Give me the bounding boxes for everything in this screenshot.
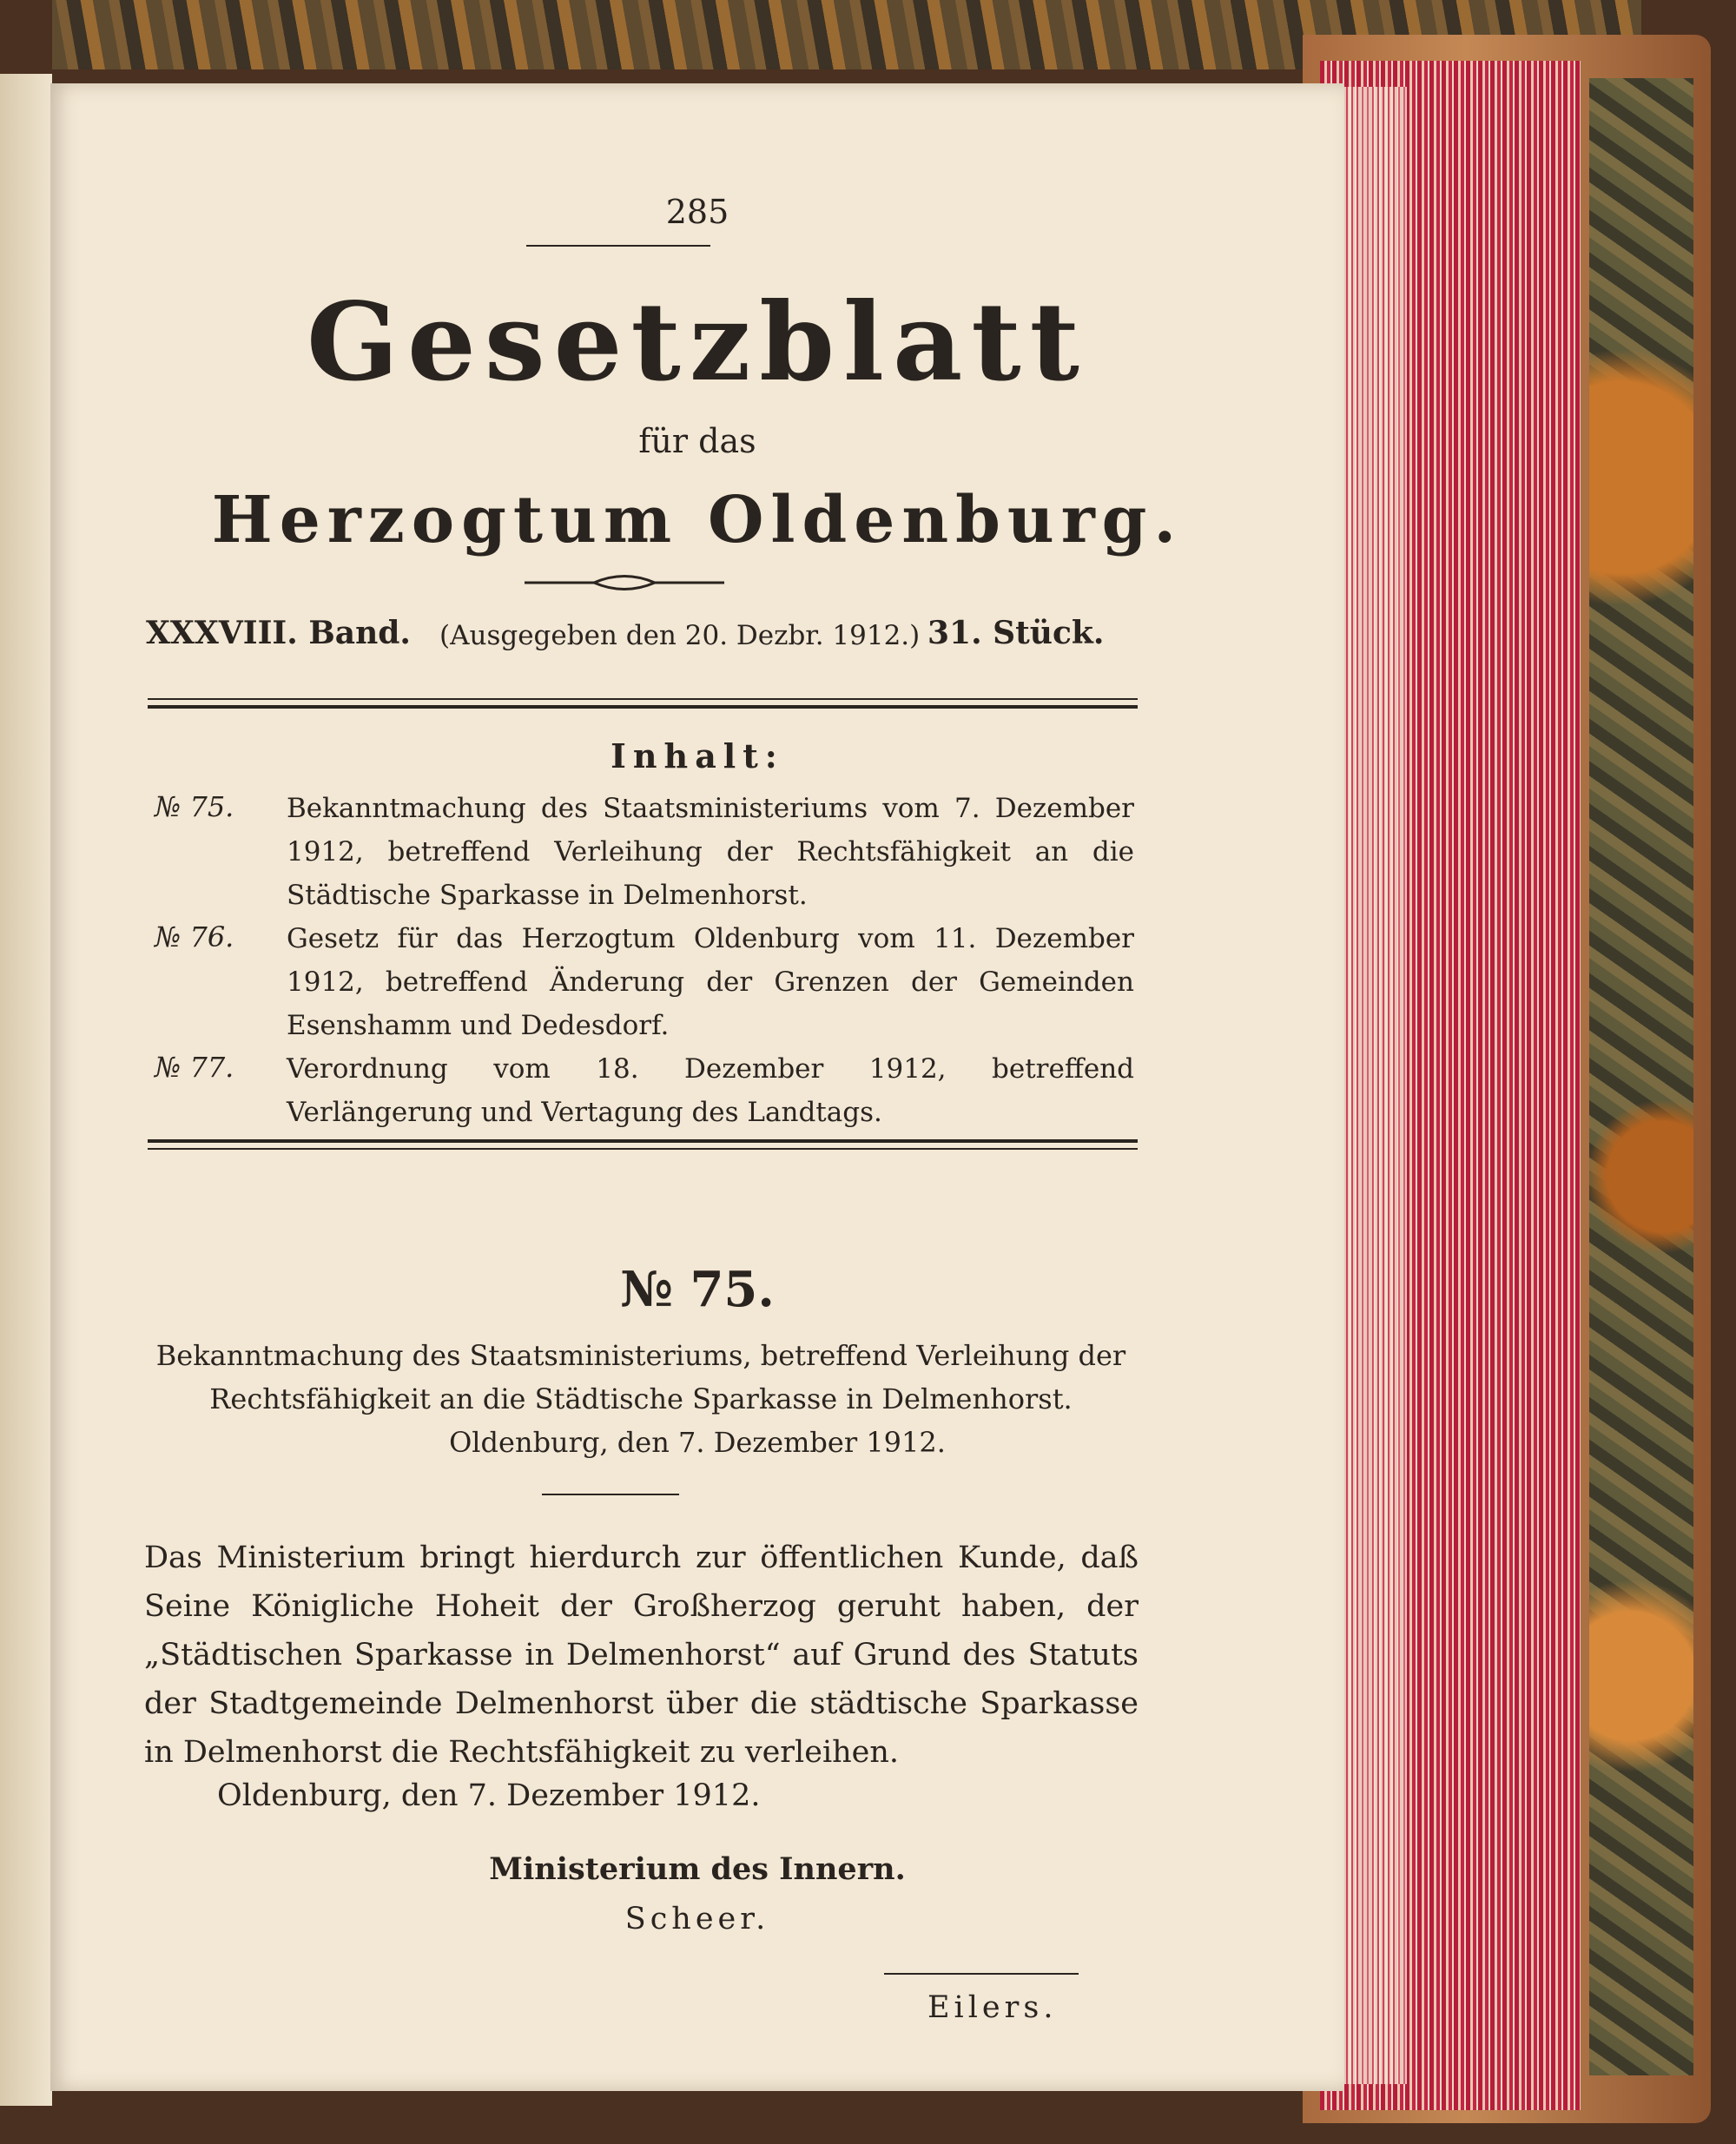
section-body: Das Ministerium bringt hierdurch zur öffentlichen Kunde, daß Seine Königliche Hoheit der Großherzog geruht haben, der „Städtischen Sparkasse in Delmenhorst“ auf Grund des Statuts der Stadtgemeinde Delmenhorst über die städtische Sparkasse in Delmenhorst die Rechtsfähigkeit zu verleihen. [144,1540,1139,1770]
signature: Scheer. [624,1902,770,1936]
toc-text: Bekanntmachung des Staatsministeriums vom 7. Dezember 1912, betreffend Verleihung der Rechtsfähigkeit an die Städtische Sparkasse in Delmenhorst. [287,793,1134,911]
left-page-edge [0,74,52,2106]
page-number: 285 [665,193,729,231]
issue-band: XXXVIII. Band. [146,615,411,651]
masthead-title: Gesetzblatt [307,280,1088,406]
ornament-divider [525,571,724,594]
masthead-fuer: für das [638,422,756,460]
authority: Ministerium des Innern. [489,1851,906,1887]
issue-stueck: 31. Stück. [927,615,1105,651]
toc-text: Gesetz für das Herzogtum Oldenburg vom 11. Dezember 1912, betreffend Änderung der Grenzen der Gemeinden Esenshamm und Dedesdorf. [287,923,1134,1041]
issue-date: (Ausgegeben den 20. Dezbr. 1912.) [439,620,921,651]
toc-number: № 76. [155,920,234,953]
closing-date: Oldenburg, den 7. Dezember 1912. [217,1778,761,1813]
contents-heading: Inhalt: [611,736,784,775]
toc-number: № 77. [155,1051,234,1084]
marbled-endpaper [1589,78,1693,2075]
section-title: Bekanntmachung des Staatsministeriums, betreffend Verleihung der Rechtsfähigkeit an die Städtische Sparkasse in Delmenhorst. [155,1339,1126,1415]
double-rule-bottom-b [148,1148,1138,1150]
page-number-rule [526,245,710,247]
section-rule [542,1494,679,1495]
double-rule-bottom-a [148,1139,1138,1143]
double-rule-top-a [148,698,1138,700]
masthead-subtitle: Herzogtum Oldenburg. [211,483,1184,557]
page-edges-light [1337,87,1407,2084]
section-date: Oldenburg, den 7. Dezember 1912. [449,1426,946,1459]
toc-text: Verordnung vom 18. Dezember 1912, betreffend Verlängerung und Vertagung des Landtags. [287,1053,1134,1128]
countersignature: Eilers. [927,1990,1058,2025]
double-rule-top-b [148,705,1138,709]
countersign-rule [884,1973,1079,1975]
section-number: № 75. [620,1261,775,1318]
toc-number: № 75. [155,790,234,823]
document-page [50,83,1344,2091]
